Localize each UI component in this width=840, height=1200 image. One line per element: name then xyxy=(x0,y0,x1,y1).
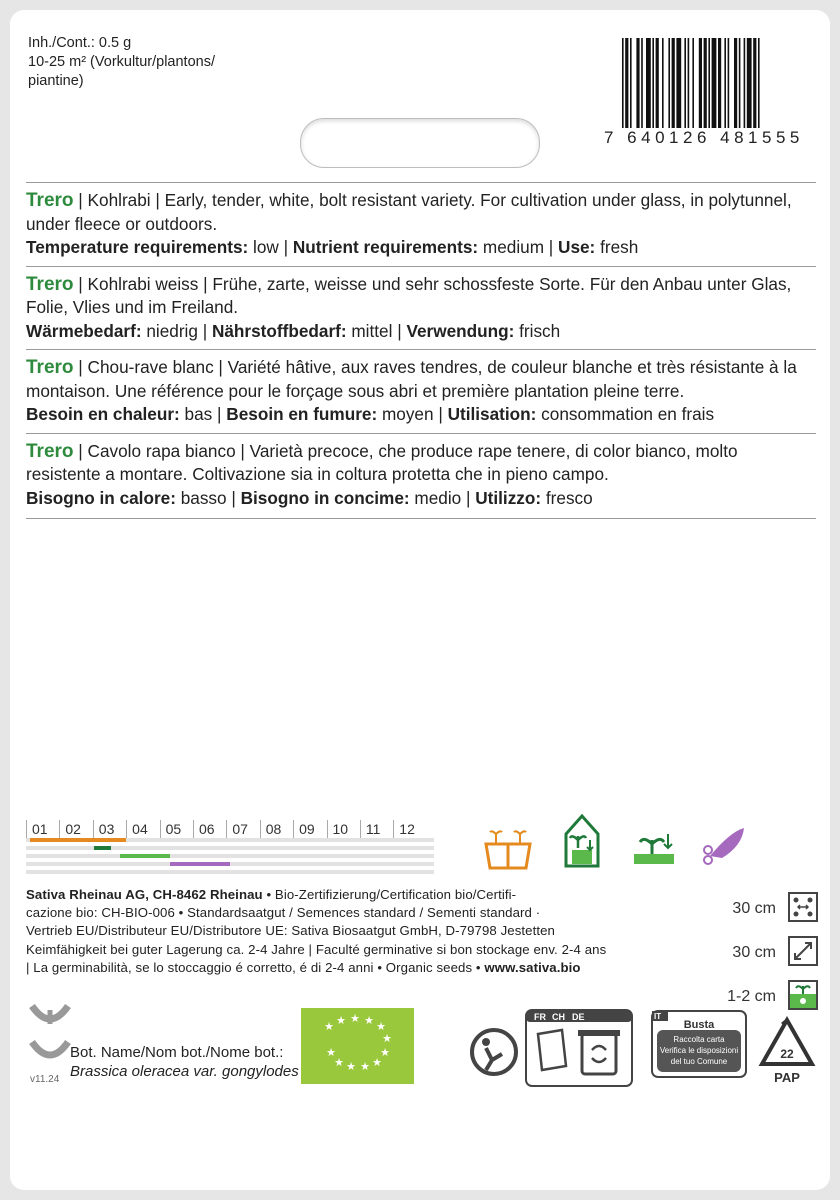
attr-value: moyen | xyxy=(377,404,448,424)
month-label: 07 xyxy=(226,820,259,838)
attr-value: frisch xyxy=(514,320,561,341)
busta-line1: Raccolta carta xyxy=(673,1035,725,1044)
harvest-icon xyxy=(704,828,744,864)
description-text: | Chou-rave blanc | Variété hâtive, aux raves tendres, de couleur blanche et très résistante à la montaison. Une référence pour le forçage sous abri et première plantation pleine terre. xyxy=(26,357,797,401)
attr-value: bas | xyxy=(179,404,227,424)
month-label: 12 xyxy=(393,820,426,838)
company-line1: • Bio-Zertifizierung/Certification bio/Certifi- xyxy=(262,887,517,902)
svg-text:★: ★ xyxy=(376,1020,386,1033)
greenhouse-sowing-icon xyxy=(566,816,598,866)
description-text: | Cavolo rapa bianco | Varietà precoce, che produce rape tenere, di color bianco, molto resistente a montare. Coltivazione sia in coltura protetta che in pieno campo. xyxy=(26,440,738,484)
attr-value: medium | xyxy=(478,237,559,257)
recycling-icons xyxy=(468,1008,650,1088)
sowing-indoor-bar xyxy=(30,838,126,842)
svg-text:★: ★ xyxy=(372,1056,382,1069)
attr-key: Nährstoffbedarf: xyxy=(211,320,347,341)
attr-key: Bisogno in calore: xyxy=(26,487,176,508)
month-label: 05 xyxy=(160,820,193,838)
info-tri-icon xyxy=(526,1010,632,1086)
attr-key: Temperature requirements: xyxy=(26,237,249,257)
calendar-stripe xyxy=(26,854,434,858)
sativa-logo xyxy=(28,1002,72,1072)
svg-text:★: ★ xyxy=(324,1020,334,1033)
attr-key: Bisogno in concime: xyxy=(240,487,410,508)
company-line3: Vertrieb EU/Distributeur EU/Distributore UE: Sativa Biosaatgut GmbH, D-79798 Jestetten xyxy=(26,923,555,939)
barcode-digits: 7 640126 481555 xyxy=(604,128,804,147)
sowing-depth-icon xyxy=(788,980,818,1010)
month-label: 09 xyxy=(293,820,326,838)
attr-key: Nutrient requirements: xyxy=(292,237,479,257)
svg-text:★: ★ xyxy=(326,1046,336,1059)
calendar-stripe xyxy=(26,846,434,850)
botanical-name-block xyxy=(70,1043,299,1081)
attr-value: consommation en frais xyxy=(536,404,715,424)
svg-text:★: ★ xyxy=(346,1060,356,1073)
pap-recycling-icon xyxy=(758,1016,816,1088)
description-text: | Kohlrabi | Early, tender, white, bolt resistant variety. For cultivation under glass, in polytunnel, under fleece or outdoors. xyxy=(26,190,792,234)
sowing-area-line1: 10-25 m² (Vorkultur/plantons/ xyxy=(28,54,215,70)
variety-name: Trero xyxy=(26,357,74,378)
busta-line3: del tuo Comune xyxy=(670,1057,728,1066)
busta-country: IT xyxy=(654,1012,662,1021)
variety-name: Trero xyxy=(26,190,74,211)
row-spacing-icon xyxy=(788,892,818,922)
variety-name: Trero xyxy=(26,440,74,462)
svg-text:★: ★ xyxy=(382,1032,392,1045)
botanical-label: Bot. Name/Nom bot./Nome bot.: xyxy=(70,1044,284,1061)
svg-text:★: ★ xyxy=(334,1056,344,1069)
direct-planting-icon xyxy=(634,834,674,864)
variety-descriptions xyxy=(26,182,816,519)
month-label: 08 xyxy=(260,820,293,838)
attr-value: niedrig | xyxy=(141,320,212,341)
plant-spacing-icon xyxy=(788,936,818,966)
contents-weight: Inh./Cont.: 0.5 g xyxy=(28,35,132,51)
month-label: 02 xyxy=(59,820,92,838)
svg-text:★: ★ xyxy=(350,1012,360,1025)
month-label: 11 xyxy=(360,820,393,838)
description-fr xyxy=(26,349,816,433)
sowing-depth-value: 1-2 cm xyxy=(727,988,776,1005)
hanger-slot xyxy=(300,118,540,168)
plant-spacing-value: 30 cm xyxy=(732,944,776,961)
seed-packet-back xyxy=(10,10,830,1190)
calendar-stripe xyxy=(26,862,434,866)
website-link[interactable]: www.sativa.bio xyxy=(484,959,581,975)
svg-text:★: ★ xyxy=(336,1014,346,1027)
company-line2: cazione bio: CH-BIO-006 • Standardsaatgut / Semences standard / Sementi standard · xyxy=(26,905,541,921)
attr-value: mittel | xyxy=(346,320,407,341)
attr-value: low | xyxy=(248,237,293,257)
variety-name: Trero xyxy=(26,273,74,295)
description-it xyxy=(26,433,816,520)
country-ch: CH xyxy=(552,1012,565,1022)
seed-tray-icon xyxy=(486,831,530,868)
attr-key: Besoin en fumure: xyxy=(226,404,378,424)
attr-value: basso | xyxy=(175,487,241,508)
busta-title: Busta xyxy=(683,1019,715,1031)
attr-value: medio | xyxy=(409,487,476,508)
attr-key: Wärmebedarf: xyxy=(26,320,142,341)
cultivation-icons xyxy=(482,810,782,872)
description-text: | Kohlrabi weiss | Frühe, zarte, weisse und sehr schossfeste Sorte. Für den Anbau unter Glas, Folie, Vlies und im Freiland. xyxy=(26,273,792,317)
sowing-protected-bar xyxy=(94,846,111,850)
busta-recycling-icon xyxy=(651,1010,747,1078)
botanical-name: Brassica oleracea var. gongylodes xyxy=(70,1063,299,1080)
triman-icon xyxy=(472,1030,516,1074)
attr-value: fresco xyxy=(541,487,593,508)
svg-text:★: ★ xyxy=(380,1046,390,1059)
month-row xyxy=(26,816,436,838)
attr-value: fresh xyxy=(595,237,639,257)
planting-bar xyxy=(120,854,170,858)
attr-key: Utilisation: xyxy=(447,404,537,424)
barcode xyxy=(620,38,815,128)
month-label: 10 xyxy=(327,820,360,838)
company-info xyxy=(26,886,686,977)
country-fr: FR xyxy=(534,1012,546,1022)
description-de xyxy=(26,266,816,350)
company-line5: | La germinabilità, se lo stoccaggio é corretto, é di 2-4 anni • Organic seeds • xyxy=(26,959,485,975)
packet-contents-info xyxy=(28,34,215,91)
spacing-row xyxy=(700,892,820,926)
attr-key: Utilizzo: xyxy=(475,487,542,508)
sowing-calendar xyxy=(26,816,436,874)
month-label: 04 xyxy=(126,820,159,838)
row-spacing-value: 30 cm xyxy=(732,900,776,917)
company-line4: Keimfähigkeit bei guter Lagerung ca. 2-4 Jahre | Faculté germinative si bon stockage env. 2-4 ans xyxy=(26,941,607,957)
country-de: DE xyxy=(572,1012,585,1022)
version-code: v11.24 xyxy=(30,1074,60,1085)
busta-line2: Verifica le disposizioni xyxy=(659,1046,739,1055)
description-en xyxy=(26,182,816,266)
harvest-bar xyxy=(170,862,230,866)
spacing-row xyxy=(700,980,820,1014)
attr-key: Besoin en chaleur: xyxy=(26,404,180,424)
attr-key: Verwendung: xyxy=(406,320,515,341)
month-label: 01 xyxy=(26,820,59,838)
month-label: 06 xyxy=(193,820,226,838)
attr-key: Use: xyxy=(558,237,596,257)
month-label: 03 xyxy=(93,820,126,838)
sowing-area-line2: piantine) xyxy=(28,73,84,89)
calendar-stripe xyxy=(26,870,434,874)
eu-organic-logo-icon xyxy=(301,1008,414,1084)
svg-text:★: ★ xyxy=(360,1060,370,1073)
pap-label: PAP xyxy=(774,1070,800,1085)
company-name: Sativa Rheinau AG, CH-8462 Rheinau xyxy=(26,887,263,902)
svg-text:★: ★ xyxy=(364,1014,374,1027)
pap-code: 22 xyxy=(780,1047,794,1061)
spacing-row xyxy=(700,936,820,970)
